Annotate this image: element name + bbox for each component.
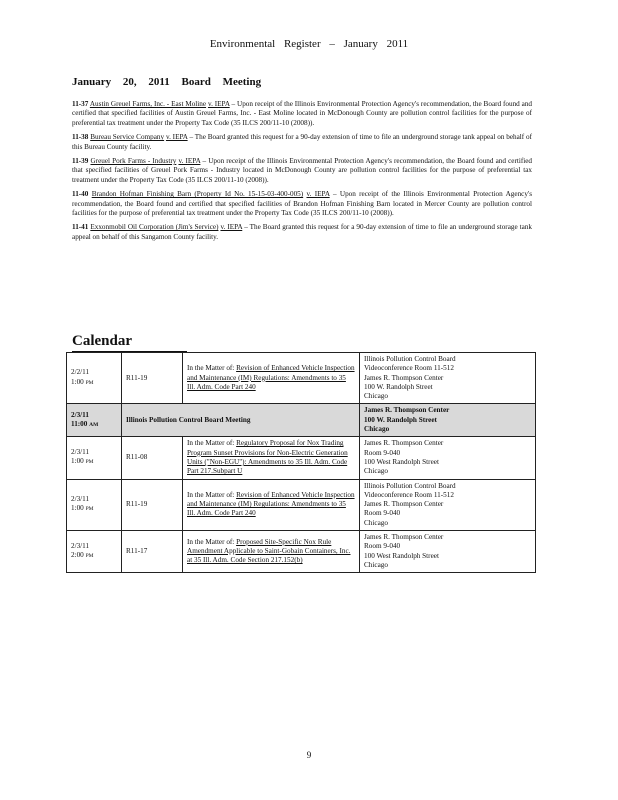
event-date: 2/3/11: [71, 410, 89, 419]
docket-number: 11-41: [72, 223, 89, 232]
calendar-docket-cell: R11-17: [122, 531, 183, 573]
location-line: Chicago: [364, 518, 388, 527]
matter-intro: In the Matter of:: [187, 490, 235, 499]
party-name: Austin Greuel Farms, Inc. - East Moline: [89, 100, 207, 108]
location-line: James R. Thompson Center: [364, 500, 444, 509]
location-line: James R. Thompson Center: [364, 373, 444, 382]
calendar-location-cell: [360, 479, 536, 530]
location-line: Illinois Pollution Control Board: [364, 355, 456, 363]
calendar-date-cell: [67, 404, 122, 437]
party-name: Bureau Service Company: [90, 133, 165, 142]
calendar-row: [67, 353, 536, 404]
versus-label: v. IEPA: [165, 133, 188, 142]
calendar-matter-cell: [183, 479, 360, 530]
board-actions-list: [72, 100, 532, 247]
event-date: 2/3/11: [71, 495, 90, 503]
matter-intro: In the Matter of:: [187, 537, 235, 546]
board-action-item: [72, 100, 532, 128]
docket-number: 11-40: [72, 190, 89, 199]
location-line: 100 West Randolph Street: [364, 551, 439, 560]
event-date: 2/3/11: [71, 448, 90, 457]
location-line: 100 W. Randolph Street: [364, 382, 433, 391]
board-action-item: [72, 190, 532, 218]
location-line: Room 9-040: [364, 509, 401, 518]
calendar-date-cell: [67, 353, 122, 404]
matter-title: Regulatory Proposal for Nox Trading Program Sunset Provisions for Non-Electric Generation Units ("Non-EGU"): Amendments to 35 Ill. Adm. Code Part 217.Subpart U: [187, 439, 348, 476]
action-text: – The Board granted this request for a 90-day extension of time to file an underground storage tank appeal on behalf of this Bureau County facility.: [72, 133, 533, 151]
calendar-location-cell: [360, 531, 536, 573]
location-line: Videoconference Room 11-512: [364, 364, 454, 373]
calendar-docket-cell: R11-19: [122, 479, 183, 530]
location-line: James R. Thompson Center: [364, 406, 450, 415]
event-time: 1:00: [71, 377, 84, 386]
board-action-item: [72, 223, 532, 242]
calendar-row-board-meeting: [67, 404, 536, 437]
location-line: James R. Thompson Center: [364, 439, 444, 448]
calendar-matter-cell: [183, 531, 360, 573]
location-line: Chicago: [364, 392, 388, 401]
matter-intro: In the Matter of:: [187, 364, 235, 373]
docket-number: 11-39: [72, 157, 89, 166]
docket-number: 11-37: [72, 100, 89, 108]
calendar-matter-cell: [122, 404, 360, 437]
party-name: Brandon Hofman Finishing Barn (Property Id No. 15-15-03-400-005): [91, 190, 304, 199]
versus-label: v. IEPA: [178, 157, 201, 166]
event-time: 1:00: [71, 457, 84, 466]
event-ampm: AM: [89, 421, 99, 428]
location-line: 100 West Randolph Street: [364, 457, 439, 466]
page-number: 9: [306, 750, 312, 760]
event-time: 1:00: [71, 504, 84, 513]
matter-intro: In the Matter of:: [187, 439, 235, 448]
page-header: Environmental Register – January 2011: [209, 38, 409, 50]
calendar-matter-cell: [183, 437, 360, 479]
location-line: Chicago: [364, 467, 388, 476]
versus-label: v. IEPA: [306, 190, 330, 199]
location-line: Chicago: [364, 425, 390, 434]
calendar-location-cell: [360, 353, 536, 404]
event-ampm: PM: [85, 379, 94, 386]
docket-number: 11-38: [72, 133, 89, 142]
action-text: – Upon receipt of the Illinois Environmental Protection Agency's recommendation, the Board found and certified that specified facilities of Greuel Pork Farms - Industry located in McDonough County are pollution control facilities for the purpose of preferential tax treatment under the Property Tax Code (35 ILCS 200/11-10 (2008)).: [72, 157, 533, 184]
location-line: Room 9-040: [364, 542, 401, 551]
calendar-row: [67, 479, 536, 530]
calendar-location-cell: [360, 437, 536, 479]
calendar-row: [67, 437, 536, 479]
action-text: – Upon receipt of the Illinois Environmental Protection Agency's recommendation, the Board found and certified that specified facilities of Austin Greuel Farms, Inc. - East Moline located in McDonough County are pollution control facilities for the purpose of preferential tax treatment under the Property Tax Code (35 ILCS 200/11-10 (2008)).: [72, 100, 533, 127]
calendar-location-cell: [360, 404, 536, 437]
board-action-item: [72, 157, 532, 185]
event-time: 2:00: [71, 551, 84, 560]
event-date: 2/2/11: [71, 368, 90, 377]
calendar-date-cell: [67, 437, 122, 479]
event-date: 2/3/11: [71, 541, 90, 550]
calendar-docket-cell: R11-19: [122, 353, 183, 404]
board-action-item: [72, 133, 532, 152]
action-text: – Upon receipt of the Illinois Environmental Protection Agency's recommendation, the Board found and certified that specified facilities of Brandon Hofman Finishing Barn located in Mercer County are pollution control facilities for the purpose of preferential tax treatment under the Property Tax Code (35 ILCS 200/11-10 (2008)).: [72, 190, 533, 218]
matter-title: Revision of Enhanced Vehicle Inspection and Maintenance (IM) Regulations: Amendments to 35 Ill. Adm. Code Part 240: [187, 364, 355, 391]
party-name: Greuel Pork Farms - Industry: [90, 157, 177, 166]
calendar-title: Calendar: [72, 333, 132, 349]
calendar-row: [67, 531, 536, 573]
event-ampm: PM: [85, 553, 94, 560]
action-text: – The Board granted this request for a 90-day extension of time to file an underground storage tank appeal on behalf of this Sangamon County facility.: [72, 223, 533, 241]
calendar-date-cell: [67, 531, 122, 573]
party-name: Exxonmobil Oil Corporation (Jim's Service): [90, 223, 219, 232]
location-line: 100 W. Randolph Street: [364, 415, 437, 424]
calendar-docket-cell: R11-08: [122, 437, 183, 479]
location-line: James R. Thompson Center: [364, 533, 444, 542]
calendar-table: [66, 352, 536, 573]
versus-label: v. IEPA: [220, 223, 243, 232]
location-line: Videoconference Room 11-512: [364, 490, 454, 499]
calendar-matter-cell: [183, 353, 360, 404]
calendar-date-cell: [67, 479, 122, 530]
matter-title: Proposed Site-Specific Nox Rule Amendment Applicable to Saint-Gobain Containers, Inc. at 35 Ill. Adm. Code Section 217.152(b): [187, 537, 351, 565]
matter-title: Revision of Enhanced Vehicle Inspection and Maintenance (IM) Regulations: Amendments to 35 Ill. Adm. Code Part 240: [187, 490, 355, 518]
matter-title: Illinois Pollution Control Board Meeting: [126, 415, 251, 424]
meeting-title: January 20, 2011 Board Meeting: [72, 76, 262, 88]
event-ampm: PM: [85, 459, 94, 466]
event-time: 11:00: [71, 419, 88, 428]
location-line: Room 9-040: [364, 448, 401, 457]
location-line: Chicago: [364, 560, 388, 569]
versus-label: v. IEPA: [207, 100, 230, 108]
event-ampm: PM: [85, 506, 94, 513]
location-line: Illinois Pollution Control Board: [364, 481, 456, 490]
